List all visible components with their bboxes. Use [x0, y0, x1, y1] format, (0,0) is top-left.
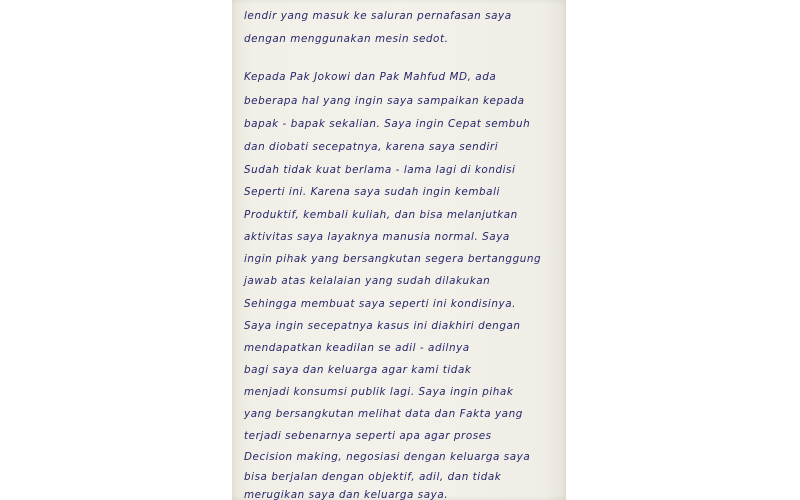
letter-line: bisa berjalan dengan objektif, adil, dan tidak: [244, 471, 502, 483]
letter-line: Sehingga membuat saya seperti ini kondisinya.: [244, 298, 516, 310]
letter-line: bapak - bapak sekalian. Saya ingin Cepat sembuh: [244, 118, 531, 130]
letter-line: merugikan saya dan keluarga saya.: [244, 489, 449, 500]
letter-line: yang bersangkutan melihat data dan Fakta yang: [244, 408, 523, 420]
letter-line: ingin pihak yang bersangkutan segera bertanggung: [244, 253, 542, 265]
letter-line: Seperti ini. Karena saya sudah ingin kembali: [244, 186, 500, 198]
letter-line: lendir yang masuk ke saluran pernafasan saya: [244, 10, 512, 22]
letter-line: Produktif, kembali kuliah, dan bisa melanjutkan: [244, 209, 518, 221]
letter-line: dengan menggunakan mesin sedot.: [244, 33, 449, 45]
letter-line: beberapa hal yang ingin saya sampaikan kepada: [244, 95, 525, 107]
letter-line: Saya ingin secepatnya kasus ini diakhiri dengan: [244, 320, 521, 332]
letter-line: dan diobati secepatnya, karena saya sendiri: [244, 141, 499, 153]
letter-line: mendapatkan keadilan se adil - adilnya: [244, 342, 470, 354]
letter-line: bagi saya dan keluarga agar kami tidak: [244, 364, 472, 376]
letter-line: aktivitas saya layaknya manusia normal. Saya: [244, 231, 510, 243]
letter-line: terjadi sebenarnya seperti apa agar proses: [244, 430, 492, 442]
letter-line: Decision making, negosiasi dengan keluarga saya: [244, 451, 531, 463]
handwritten-letter-paper: [232, 0, 566, 500]
letter-line: jawab atas kelalaian yang sudah dilakukan: [244, 275, 491, 287]
letter-line: menjadi konsumsi publik lagi. Saya ingin pihak: [244, 386, 514, 398]
letter-line: Kepada Pak Jokowi dan Pak Mahfud MD, ada: [244, 71, 497, 83]
letter-line: Sudah tidak kuat berlama - lama lagi di kondisi: [244, 164, 516, 176]
